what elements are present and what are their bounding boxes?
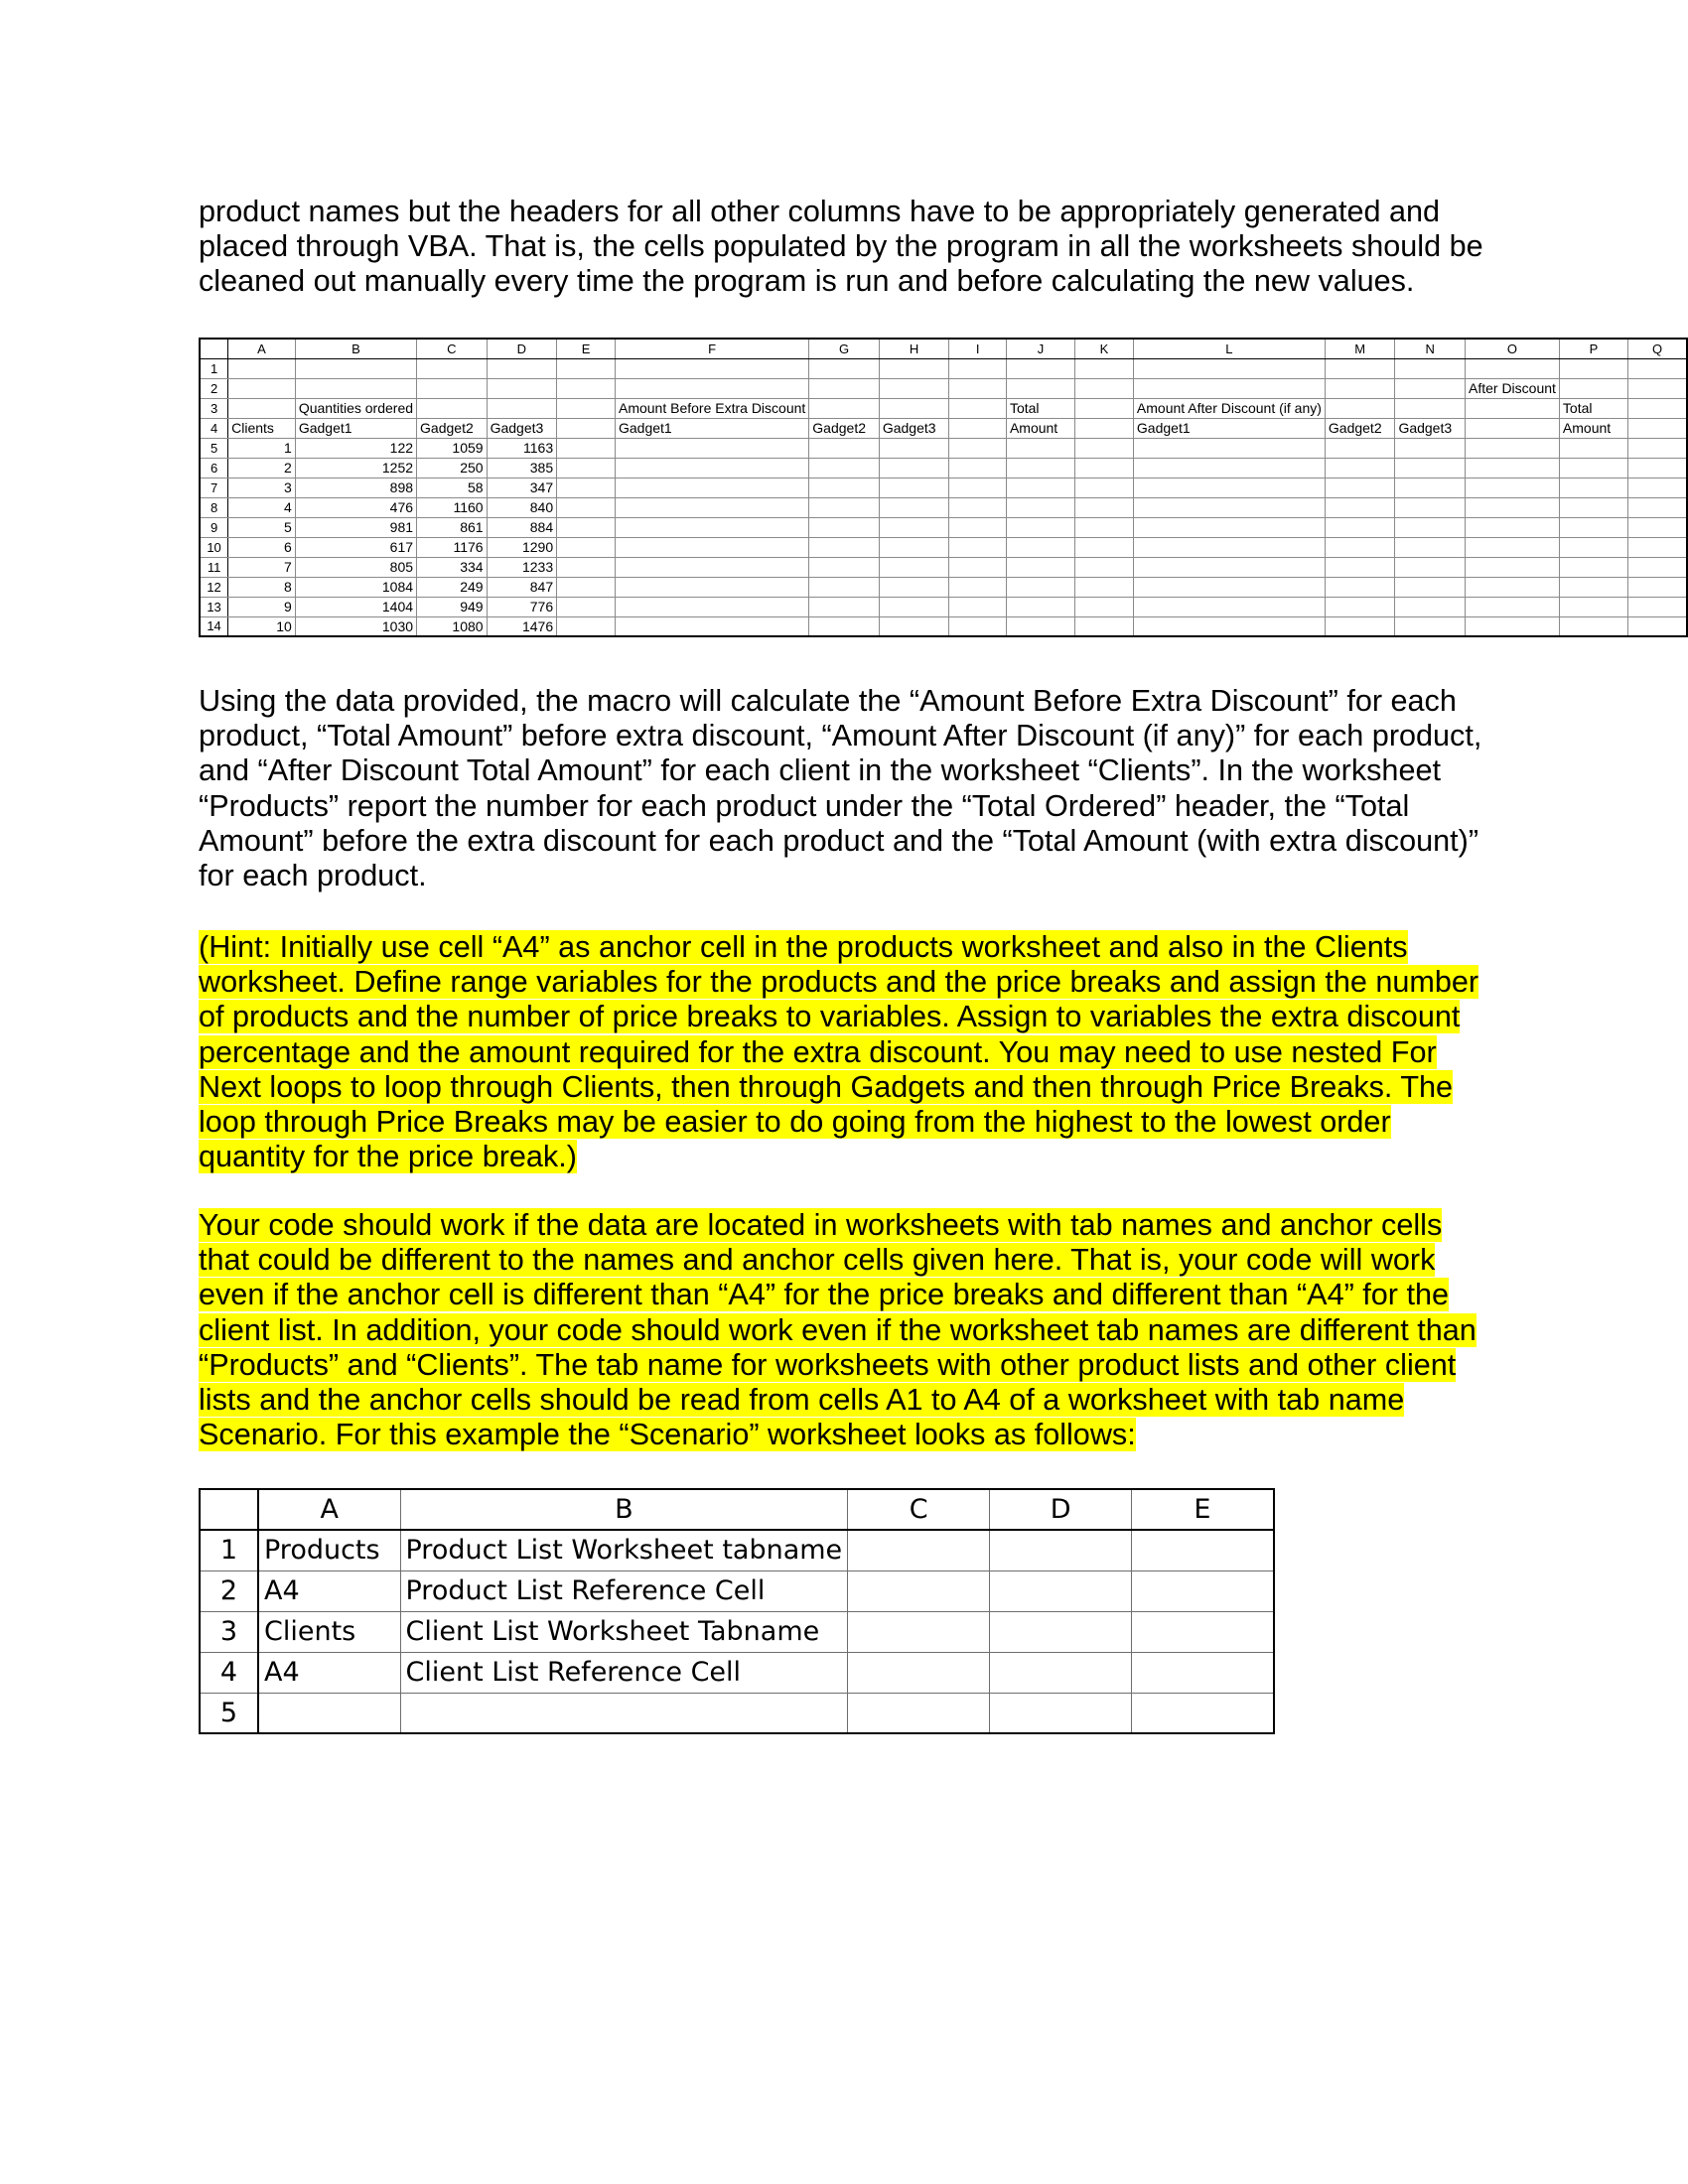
- qty-cell: 898: [295, 478, 416, 497]
- row-header: 5: [200, 1693, 258, 1733]
- portability-line: client list. In addition, your code should work even if the worksheet tab names are different than: [199, 1312, 1477, 1347]
- column-header: E: [1132, 1489, 1274, 1530]
- row-header: 4: [200, 418, 228, 438]
- qty-cell: 476: [295, 497, 416, 517]
- column-header: G: [809, 339, 880, 358]
- corner-cell: [200, 1489, 258, 1530]
- qty-cell: 122: [295, 438, 416, 458]
- hint-line: loop through Price Breaks may be easier to do going from the highest to the lowest order: [199, 1105, 1391, 1140]
- client-cell: 2: [228, 458, 296, 478]
- row-header: 12: [200, 577, 228, 597]
- row-header: 1: [200, 358, 228, 378]
- row-header: 7: [200, 478, 228, 497]
- scenario-worksheet-grid: [199, 1488, 1275, 1734]
- client-cell: 9: [228, 597, 296, 616]
- row-header: 6: [200, 458, 228, 478]
- table-row: [200, 458, 1687, 478]
- qty-cell: 1160: [417, 497, 488, 517]
- portability-paragraph: [199, 1208, 1509, 1452]
- qty-cell: 347: [487, 478, 557, 497]
- table-row: [200, 1693, 1274, 1733]
- qty-cell: 805: [295, 557, 416, 577]
- qty-cell: 1476: [487, 616, 557, 636]
- client-cell: 10: [228, 616, 296, 636]
- qty-cell: 58: [417, 478, 488, 497]
- qty-cell: 334: [417, 557, 488, 577]
- hint-line: Next loops to loop through Clients, then through Gadgets and then through Price Breaks. The: [199, 1069, 1454, 1104]
- gadget-header: Gadget3: [487, 418, 557, 438]
- row-header: 14: [200, 616, 228, 636]
- row-header: 8: [200, 497, 228, 517]
- hint-paragraph: [199, 930, 1509, 1174]
- row-header: 1: [200, 1530, 258, 1570]
- row-header: 13: [200, 597, 228, 616]
- qty-cell: 949: [417, 597, 488, 616]
- usage-line: and “After Discount Total Amount” for each client in the worksheet “Clients”. In the worksheet: [199, 753, 1441, 788]
- client-cell: 5: [228, 517, 296, 537]
- qty-cell: 861: [417, 517, 488, 537]
- table-row: [200, 1530, 1274, 1570]
- scenario-description-cell: Client List Reference Cell: [400, 1652, 848, 1693]
- usage-line: Amount” before the extra discount for each product and the “Total Amount (with extra discount)”: [199, 823, 1479, 858]
- sheet-row: [200, 378, 1687, 398]
- amount-before-header: Amount Before Extra Discount: [615, 398, 808, 418]
- portability-line: Scenario. For this example the “Scenario” worksheet looks as follows:: [199, 1418, 1136, 1452]
- gadget-header: Gadget2: [417, 418, 488, 438]
- gadget-header: Gadget3: [879, 418, 949, 438]
- column-header: Q: [1628, 339, 1687, 358]
- scenario-value-cell: Products: [258, 1530, 400, 1570]
- column-header: J: [1006, 339, 1074, 358]
- quantities-ordered-header: Quantities ordered: [295, 398, 416, 418]
- scenario-description-cell: Product List Reference Cell: [400, 1570, 848, 1611]
- row-header: 3: [200, 398, 228, 418]
- table-row: [200, 577, 1687, 597]
- client-cell: 4: [228, 497, 296, 517]
- qty-cell: 884: [487, 517, 557, 537]
- after-discount-header: After Discount: [1465, 378, 1559, 398]
- column-header: P: [1559, 339, 1627, 358]
- table-row: [200, 1570, 1274, 1611]
- qty-cell: 1030: [295, 616, 416, 636]
- qty-cell: 981: [295, 517, 416, 537]
- hint-line: worksheet. Define range variables for the products and the price breaks and assign the number: [199, 965, 1479, 1000]
- column-header: D: [487, 339, 557, 358]
- portability-line: that could be different to the names and anchor cells given here. That is, your code will work: [199, 1243, 1436, 1278]
- scenario-value-cell: [258, 1693, 400, 1733]
- scenario-value-cell: A4: [258, 1652, 400, 1693]
- row-header: 3: [200, 1611, 258, 1652]
- qty-cell: 1290: [487, 537, 557, 557]
- qty-cell: 1252: [295, 458, 416, 478]
- scenario-value-cell: A4: [258, 1570, 400, 1611]
- column-header: A: [258, 1489, 400, 1530]
- column-header-row: [200, 339, 1687, 358]
- intro-line: product names but the headers for all other columns have to be appropriately generated and: [199, 195, 1441, 228]
- sheet-row: [200, 398, 1687, 418]
- intro-paragraph: [199, 195, 1509, 300]
- sheet-row: [200, 358, 1687, 378]
- column-header: B: [295, 339, 416, 358]
- qty-cell: 250: [417, 458, 488, 478]
- column-header-row: [200, 1489, 1274, 1530]
- row-header: 11: [200, 557, 228, 577]
- row-header: 10: [200, 537, 228, 557]
- scenario-description-cell: [400, 1693, 848, 1733]
- clients-worksheet-figure: [199, 338, 1688, 637]
- table-row: [200, 616, 1687, 636]
- qty-cell: 1163: [487, 438, 557, 458]
- gadget-header: Gadget1: [295, 418, 416, 438]
- hint-line: quantity for the price break.): [199, 1140, 577, 1174]
- scenario-description-cell: Product List Worksheet tabname: [400, 1530, 848, 1570]
- gadget-header: Gadget2: [809, 418, 880, 438]
- column-header: O: [1465, 339, 1559, 358]
- column-header: B: [400, 1489, 848, 1530]
- column-header: M: [1325, 339, 1395, 358]
- qty-cell: 617: [295, 537, 416, 557]
- table-row: [200, 497, 1687, 517]
- usage-line: Using the data provided, the macro will calculate the “Amount Before Extra Discount” for each: [199, 684, 1457, 718]
- qty-cell: 1084: [295, 577, 416, 597]
- row-header: 2: [200, 1570, 258, 1611]
- column-header: I: [949, 339, 1007, 358]
- gadget-header: Gadget1: [1133, 418, 1325, 438]
- clients-header: Clients: [228, 418, 296, 438]
- intro-line: placed through VBA. That is, the cells populated by the program in all the worksheets should be: [199, 229, 1483, 264]
- qty-cell: 776: [487, 597, 557, 616]
- column-header: L: [1133, 339, 1325, 358]
- qty-cell: 1233: [487, 557, 557, 577]
- table-row: [200, 557, 1687, 577]
- scenario-worksheet-figure: [199, 1488, 1275, 1734]
- qty-cell: 840: [487, 497, 557, 517]
- column-header: C: [417, 339, 488, 358]
- client-cell: 8: [228, 577, 296, 597]
- clients-worksheet-grid: [199, 338, 1688, 637]
- row-header: 4: [200, 1652, 258, 1693]
- portability-line: Your code should work if the data are located in worksheets with tab names and anchor cells: [199, 1208, 1443, 1242]
- usage-paragraph: [199, 684, 1509, 893]
- usage-line: for each product.: [199, 859, 427, 893]
- column-header: C: [848, 1489, 990, 1530]
- hint-line: (Hint: Initially use cell “A4” as anchor cell in the products worksheet and also in the Clients: [199, 930, 1408, 964]
- client-cell: 7: [228, 557, 296, 577]
- portability-line: lists and the anchor cells should be read from cells A1 to A4 of a worksheet with tab name: [199, 1383, 1405, 1418]
- column-header: A: [228, 339, 296, 358]
- client-cell: 1: [228, 438, 296, 458]
- column-header: E: [557, 339, 616, 358]
- table-row: [200, 438, 1687, 458]
- client-cell: 3: [228, 478, 296, 497]
- qty-cell: 1059: [417, 438, 488, 458]
- amount-after-header: Amount After Discount (if any): [1133, 398, 1325, 418]
- gadget-header: Gadget2: [1325, 418, 1395, 438]
- gadget-header: Gadget1: [615, 418, 808, 438]
- qty-cell: 1176: [417, 537, 488, 557]
- scenario-description-cell: Client List Worksheet Tabname: [400, 1611, 848, 1652]
- qty-cell: 1404: [295, 597, 416, 616]
- scenario-value-cell: Clients: [258, 1611, 400, 1652]
- portability-line: even if the anchor cell is different than “A4” for the price breaks and different than “A4” for the: [199, 1278, 1450, 1312]
- qty-cell: 1080: [417, 616, 488, 636]
- table-row: [200, 537, 1687, 557]
- column-header: K: [1075, 339, 1134, 358]
- total-after-header: Total: [1559, 398, 1627, 418]
- table-row: [200, 478, 1687, 497]
- intro-line: cleaned out manually every time the program is run and before calculating the new values.: [199, 264, 1415, 299]
- table-row: [200, 1611, 1274, 1652]
- gadget-header: Gadget3: [1395, 418, 1466, 438]
- hint-line: of products and the number of price breaks to variables. Assign to variables the extra discount: [199, 1000, 1461, 1034]
- total-header: Total: [1006, 398, 1074, 418]
- row-header: 5: [200, 438, 228, 458]
- amount-header: Amount: [1006, 418, 1074, 438]
- usage-line: product, “Total Amount” before extra discount, “Amount After Discount (if any)” for each product,: [199, 719, 1482, 753]
- row-header: 9: [200, 517, 228, 537]
- table-row: [200, 597, 1687, 616]
- amount-after-total-header: Amount: [1559, 418, 1627, 438]
- qty-cell: 249: [417, 577, 488, 597]
- qty-cell: 385: [487, 458, 557, 478]
- client-cell: 6: [228, 537, 296, 557]
- column-header: F: [615, 339, 808, 358]
- portability-line: “Products” and “Clients”. The tab name for worksheets with other product lists and other client: [199, 1347, 1457, 1382]
- usage-line: “Products” report the number for each product under the “Total Ordered” header, the “Total: [199, 788, 1410, 823]
- column-header: H: [879, 339, 949, 358]
- hint-line: percentage and the amount required for the extra discount. You may need to use nested For: [199, 1034, 1437, 1069]
- table-row: [200, 517, 1687, 537]
- qty-cell: 847: [487, 577, 557, 597]
- table-row: [200, 1652, 1274, 1693]
- row-header: 2: [200, 378, 228, 398]
- column-header: D: [990, 1489, 1132, 1530]
- sheet-row: [200, 418, 1687, 438]
- corner-cell: [200, 339, 228, 358]
- column-header: N: [1395, 339, 1466, 358]
